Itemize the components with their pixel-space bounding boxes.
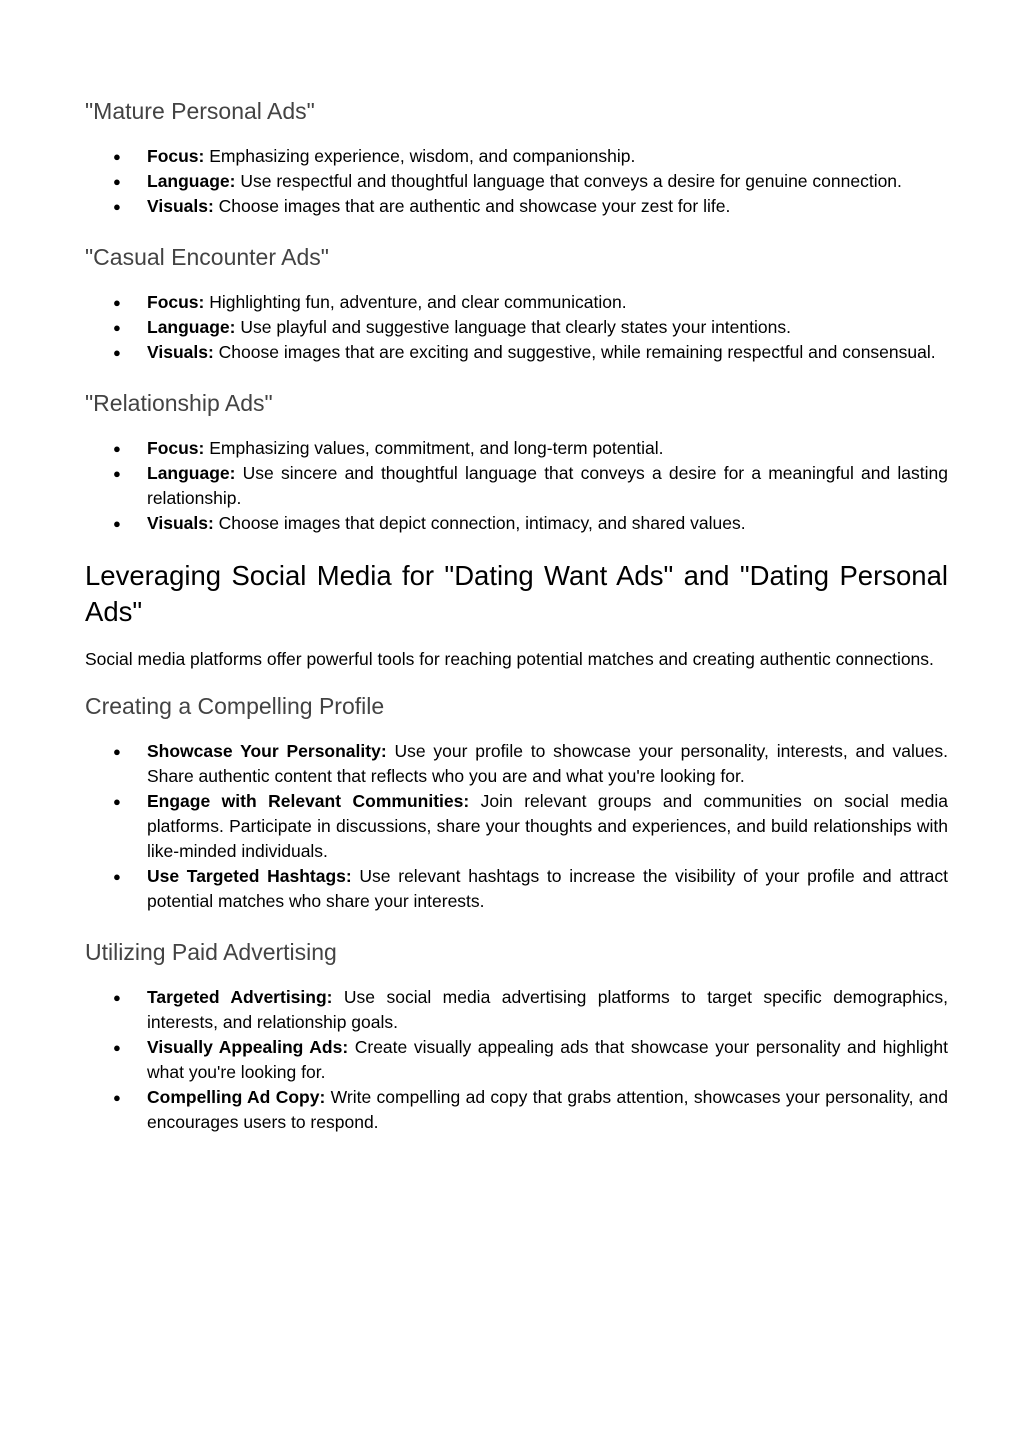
list-item: [85, 1085, 948, 1135]
item-label: Visuals:: [147, 513, 214, 533]
list-item: [85, 985, 948, 1035]
paid-list: [85, 985, 948, 1135]
section-heading-relationship: "Relationship Ads": [85, 390, 273, 416]
item-label: Focus:: [147, 146, 205, 166]
list-item: [85, 1035, 948, 1085]
item-text: Highlighting fun, adventure, and clear communication.: [204, 292, 627, 312]
section-heading-profile: Creating a Compelling Profile: [85, 693, 385, 719]
item-text: Create visually appealing ads that showcase your personality and highlight what you're looking for.: [147, 1037, 948, 1082]
bullet-icon: ●: [113, 744, 121, 759]
list-item: [85, 315, 948, 340]
item-text: Use your profile to showcase your personality, interests, and values. Share authentic content that reflects who you are and what you're looking for.: [147, 741, 948, 786]
item-label: Visuals:: [147, 196, 214, 216]
item-text: Choose images that are exciting and suggestive, while remaining respectful and consensual.: [213, 342, 936, 362]
bullet-icon: ●: [113, 869, 121, 884]
bullet-icon: ●: [113, 990, 121, 1005]
item-label: Visually Appealing Ads:: [147, 1037, 349, 1057]
section-heading-paid: Utilizing Paid Advertising: [85, 939, 337, 965]
bullet-icon: ●: [113, 1040, 121, 1055]
item-label: Focus:: [147, 438, 205, 458]
bullet-icon: ●: [113, 466, 121, 481]
item-text: Emphasizing experience, wisdom, and companionship.: [204, 146, 636, 166]
main-heading: Leveraging Social Media for "Dating Want Ads" and "Dating Personal Ads": [85, 560, 948, 627]
item-label: Language:: [147, 463, 236, 483]
item-label: Language:: [147, 317, 236, 337]
list-item: [85, 436, 948, 461]
item-label: Compelling Ad Copy:: [147, 1087, 326, 1107]
item-text: Use relevant hashtags to increase the visibility of your profile and attract potential matches who share your interests.: [147, 866, 948, 911]
casual-list: [85, 290, 948, 365]
item-text: Write compelling ad copy that grabs attention, showcases your personality, and encourages users to respond.: [147, 1087, 949, 1132]
list-item: [85, 144, 948, 169]
list-item: [85, 461, 948, 511]
item-text: Emphasizing values, commitment, and long-term potential.: [204, 438, 664, 458]
bullet-icon: ●: [113, 441, 121, 456]
item-text: Use sincere and thoughtful language that conveys a desire for a meaningful and lasting relationship.: [147, 463, 948, 508]
bullet-icon: ●: [113, 199, 121, 214]
bullet-icon: ●: [113, 1090, 121, 1105]
item-text: Choose images that are authentic and showcase your zest for life.: [213, 196, 731, 216]
item-label: Targeted Advertising:: [147, 987, 333, 1007]
item-label: Focus:: [147, 292, 205, 312]
mature-list: [85, 144, 948, 219]
list-item: [85, 194, 948, 219]
relationship-list: [85, 436, 948, 536]
item-label: Showcase Your Personality:: [147, 741, 387, 761]
bullet-icon: ●: [113, 295, 121, 310]
list-item: [85, 340, 948, 365]
document-page: [85, 95, 948, 1157]
bullet-icon: ●: [113, 794, 121, 809]
item-text: Use playful and suggestive language that clearly states your intentions.: [235, 317, 791, 337]
item-text: Use respectful and thoughtful language that conveys a desire for genuine connection.: [235, 171, 902, 191]
item-label: Use Targeted Hashtags:: [147, 866, 352, 886]
list-item: [85, 789, 948, 864]
list-item: [85, 290, 948, 315]
item-text: Join relevant groups and communities on social media platforms. Participate in discussions, share your thoughts and experiences, and build relationships with like-minded individuals.: [147, 791, 948, 861]
section-heading-mature: "Mature Personal Ads": [85, 98, 315, 124]
list-item: [85, 864, 948, 914]
intro-paragraph: Social media platforms offer powerful tools for reaching potential matches and creating authentic connections.: [85, 649, 934, 669]
item-label: Visuals:: [147, 342, 214, 362]
bullet-icon: ●: [113, 174, 121, 189]
bullet-icon: ●: [113, 345, 121, 360]
item-label: Engage with Relevant Communities:: [147, 791, 470, 811]
list-item: [85, 739, 948, 789]
list-item: [85, 511, 948, 536]
profile-list: [85, 739, 948, 914]
bullet-icon: ●: [113, 516, 121, 531]
section-heading-casual: "Casual Encounter Ads": [85, 244, 329, 270]
item-text: Use social media advertising platforms to target specific demographics, interests, and relationship goals.: [147, 987, 948, 1032]
bullet-icon: ●: [113, 320, 121, 335]
item-text: Choose images that depict connection, intimacy, and shared values.: [213, 513, 746, 533]
item-label: Language:: [147, 171, 236, 191]
bullet-icon: ●: [113, 149, 121, 164]
list-item: [85, 169, 948, 194]
